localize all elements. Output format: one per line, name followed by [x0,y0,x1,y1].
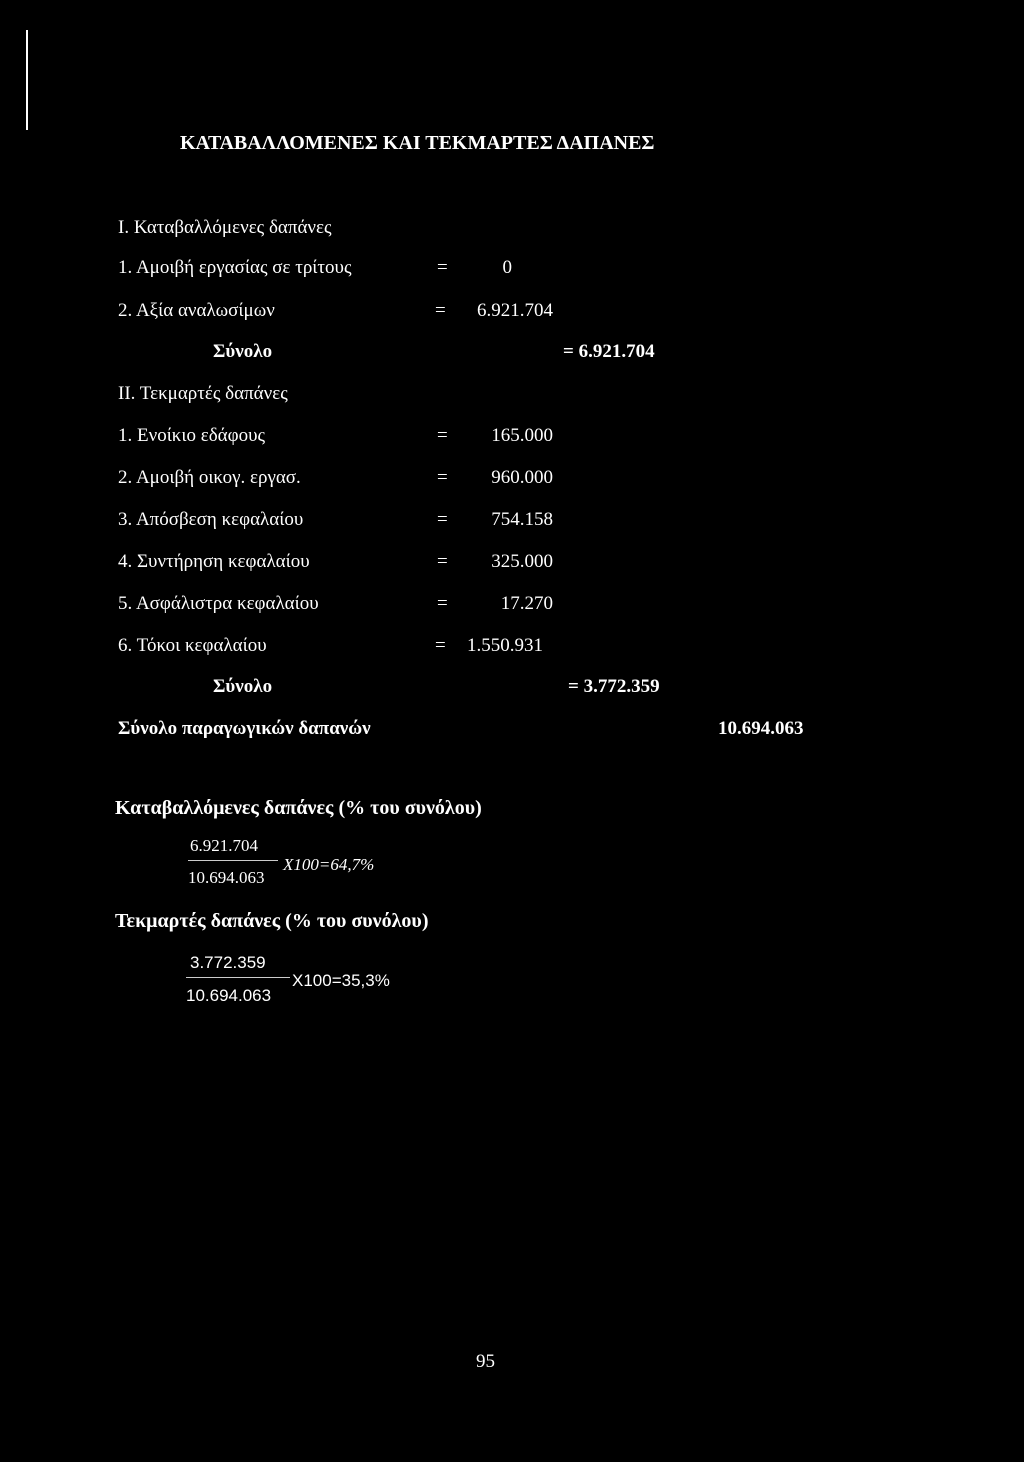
section2-heading: ΙΙ. Τεκμαρτές δαπάνες [118,383,288,404]
row-label: 5. Ασφάλιστρα κεφαλαίου [118,593,319,614]
row-eq: = [437,257,448,278]
page-number: 95 [476,1351,495,1372]
row-value: 17.270 [500,593,553,614]
pct2-numerator: 3.772.359 [190,953,266,972]
row-label: 1. Αμοιβή εργασίας σε τρίτους [118,257,352,278]
row-eq: = [437,551,448,572]
row-value: 754.158 [491,509,553,530]
row-label: 1. Ενοίκιο εδάφους [118,425,266,446]
pct1-numerator: 6.921.704 [190,836,258,855]
grand-total-label: Σύνολο παραγωγικών δαπανών [118,718,371,739]
row-eq: = [437,593,448,614]
section2-total-label: Σύνολο [213,676,273,697]
row-value: 325.000 [491,551,553,572]
row-value: 165.000 [491,425,553,446]
row-eq: = [437,509,448,530]
row-value: 0 [502,257,512,278]
page-title: ΚΑΤΑΒΑΛΛΟΜΕΝΕΣ ΚΑΙ ΤΕΚΜΑΡΤΕΣ ΔΑΠΑΝΕΣ [180,132,655,154]
row-eq: = [435,635,446,656]
row-label: 3. Απόσβεση κεφαλαίου [118,509,304,530]
row-label: 2. Αμοιβή οικογ. εργασ. [118,467,301,488]
row-eq: = [437,467,448,488]
row-label: 6. Τόκοι κεφαλαίου [118,635,267,656]
grand-total-value: 10.694.063 [718,718,804,739]
pct1-denominator: 10.694.063 [188,868,265,887]
row-value: 960.000 [491,467,553,488]
section1-heading: Ι. Καταβαλλόμενες δαπάνες [118,217,332,238]
fraction-bar [188,860,278,861]
pct2-denominator: 10.694.063 [186,986,272,1005]
row-value: 1.550.931 [467,635,543,656]
pct2-result: Χ100=35,3% [292,971,390,990]
pct1-result: Χ100=64,7% [283,855,375,874]
row-eq: = [435,300,446,321]
row-label: 4. Συντήρηση κεφαλαίου [118,551,310,572]
pct2-heading: Τεκμαρτές δαπάνες (% του συνόλου) [115,910,429,932]
row-label: 2. Αξία αναλωσίμων [118,300,275,321]
pct1-heading: Καταβαλλόμενες δαπάνες (% του συνόλου) [115,797,482,819]
fraction-bar [186,977,290,978]
row-eq: = [437,425,448,446]
margin-rule [26,30,28,130]
section2-total-value: = 3.772.359 [568,676,660,697]
row-value: 6.921.704 [477,300,553,321]
section1-total-value: = 6.921.704 [563,341,655,362]
section1-total-label: Σύνολο [213,341,273,362]
